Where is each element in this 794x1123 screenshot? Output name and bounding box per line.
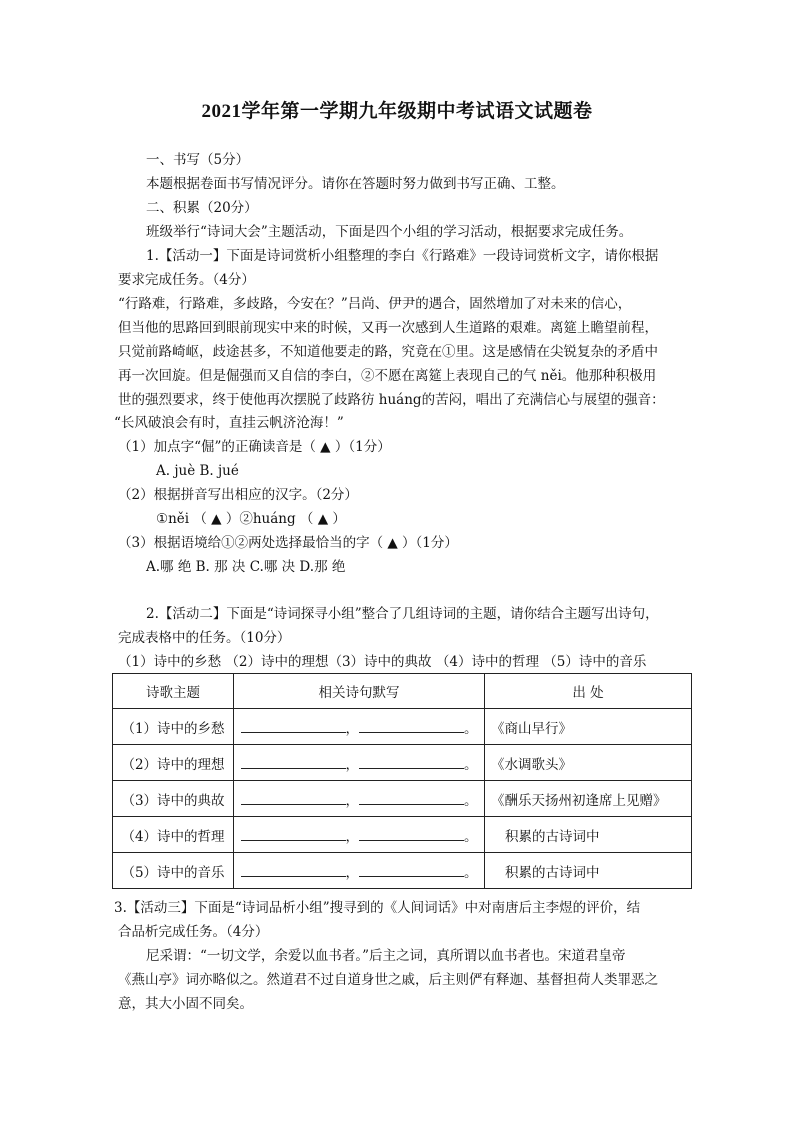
row-answer[interactable] (234, 817, 485, 853)
q1-prompt-line1: 1.【活动一】下面是诗词赏析小组整理的李白《行路难》一段诗词赏析文字，请你根据 (146, 248, 659, 264)
q3-passage-line2: 《燕山亭》词亦略似之。然道君不过自道身世之戚，后主则俨有释迦、基督担荷人类罪恶之 (118, 972, 658, 988)
header-theme: 诗歌主题 (113, 674, 234, 709)
page-title: 2021学年第一学期九年级期中考试语文试题卷 (201, 101, 593, 122)
poem-table (112, 673, 692, 889)
row-theme: （5）诗中的音乐 (113, 853, 234, 889)
answer-blank[interactable] (359, 756, 464, 769)
section1-heading: 一、书写（5分） (146, 152, 250, 168)
q1-passage-line2: 但当他的思路回到眼前现实中来的时候，又再一次感到人生道路的艰难。离筵上瞻望前程， (118, 320, 658, 336)
table-row (113, 709, 692, 745)
comma: ， (345, 864, 359, 881)
q2-topics: （1）诗中的乡愁 （2）诗中的理想（3）诗中的典故 （4）诗中的哲理 （5）诗中的音乐 (118, 654, 647, 670)
row-source: 积累的古诗词中 (485, 817, 692, 853)
row-source: 积累的古诗词中 (485, 853, 692, 889)
q2-prompt-line1: 2.【活动二】下面是“诗词探寻小组”整合了几组诗词的主题，请你结合主题写出诗句， (146, 606, 659, 622)
period: 。 (464, 828, 478, 845)
q1-sub2-line: ①něi （ ▲ ）②huáng （ ▲ ） (156, 511, 346, 527)
row-answer[interactable] (234, 709, 485, 745)
comma: ， (345, 792, 359, 809)
comma: ， (345, 720, 359, 737)
row-answer[interactable] (234, 745, 485, 781)
header-lines: 相关诗句默写 (234, 674, 485, 709)
q3-prompt-line1: 3.【活动三】下面是“诗词品析小组”搜寻到的《人间词话》中对南唐后主李煜的评价，结 (114, 900, 641, 916)
q1-sub1: （1）加点字“倔”的正确读音是（ ▲ ）（1分） (118, 439, 391, 455)
q1-sub3: （3）根据语境给①②两处选择最恰当的字（ ▲ ）（1分） (118, 535, 458, 551)
row-source: 《商山早行》 (485, 709, 692, 745)
row-source: 《水调歌头》 (485, 745, 692, 781)
header-source: 出 处 (485, 674, 692, 709)
row-theme: （1）诗中的乡愁 (113, 709, 234, 745)
table-row (113, 781, 692, 817)
section2-heading: 二、积累（20分） (146, 200, 258, 216)
answer-blank[interactable] (359, 864, 464, 877)
q2-prompt-line2: 完成表格中的任务。（10分） (118, 630, 291, 646)
answer-blank[interactable] (241, 756, 346, 769)
row-theme: （2）诗中的理想 (113, 745, 234, 781)
row-theme: （4）诗中的哲理 (113, 817, 234, 853)
table-header-row (113, 674, 692, 709)
q1-sub3-options: A.哪 绝 B. 那 决 C.哪 决 D.那 绝 (146, 559, 346, 575)
period: 。 (464, 864, 478, 881)
answer-blank[interactable] (241, 828, 346, 841)
q1-passage-line3: 只觉前路崎岖，歧途甚多，不知道他要走的路，究竟在①里。这是感情在尖锐复杂的矛盾中 (118, 344, 658, 360)
row-source: 《酬乐天扬州初逢席上见赠》 (485, 781, 692, 817)
table-row (113, 853, 692, 889)
answer-blank[interactable] (241, 792, 346, 805)
table-row (113, 817, 692, 853)
period: 。 (464, 756, 478, 773)
row-answer[interactable] (234, 781, 485, 817)
row-answer[interactable] (234, 853, 485, 889)
section2-intro: 班级举行“诗词大会”主题活动，下面是四个小组的学习活动，根据要求完成任务。 (146, 224, 633, 240)
q1-passage-quote: “长风破浪会有时，直挂云帆济沧海！” (114, 415, 344, 431)
row-theme: （3）诗中的典故 (113, 781, 234, 817)
q1-passage-line1: “行路难，行路难，多歧路，今安在？”吕尚、伊尹的遇合，固然增加了对未来的信心， (118, 296, 632, 312)
q3-prompt-line2: 合品析完成任务。（4分） (118, 924, 269, 940)
q1-prompt-line2: 要求完成任务。（4分） (118, 272, 255, 288)
period: 。 (464, 720, 478, 737)
q1-sub1-options: A. juè B. jué (156, 463, 239, 479)
section1-text: 本题根据卷面书写情况评分。请你在答题时努力做到书写正确、工整。 (146, 176, 565, 192)
table-row (113, 745, 692, 781)
q1-sub2: （2）根据拼音写出相应的汉字。（2分） (118, 487, 358, 503)
comma: ， (345, 756, 359, 773)
q1-passage-line5: 世的强烈要求，终于使他再次摆脱了歧路彷 huáng的苦闷，唱出了充满信心与展望的强音： (118, 392, 665, 408)
answer-blank[interactable] (359, 828, 464, 841)
answer-blank[interactable] (241, 720, 346, 733)
answer-blank[interactable] (241, 864, 346, 877)
comma: ， (345, 828, 359, 845)
q1-passage-line4: 再一次回旋。但是倔强而又自信的李白，②不愿在离筵上表现自己的气 něi。他那种积极用 (118, 368, 657, 384)
answer-blank[interactable] (359, 792, 464, 805)
q3-passage-line1: 尼采谓：“一切文学，余爱以血书者。”后主之词，真所谓以血书者也。宋道君皇帝 (146, 948, 626, 964)
q3-passage-line3: 意，其大小固不同矣。 (118, 996, 253, 1012)
answer-blank[interactable] (359, 720, 464, 733)
period: 。 (464, 792, 478, 809)
